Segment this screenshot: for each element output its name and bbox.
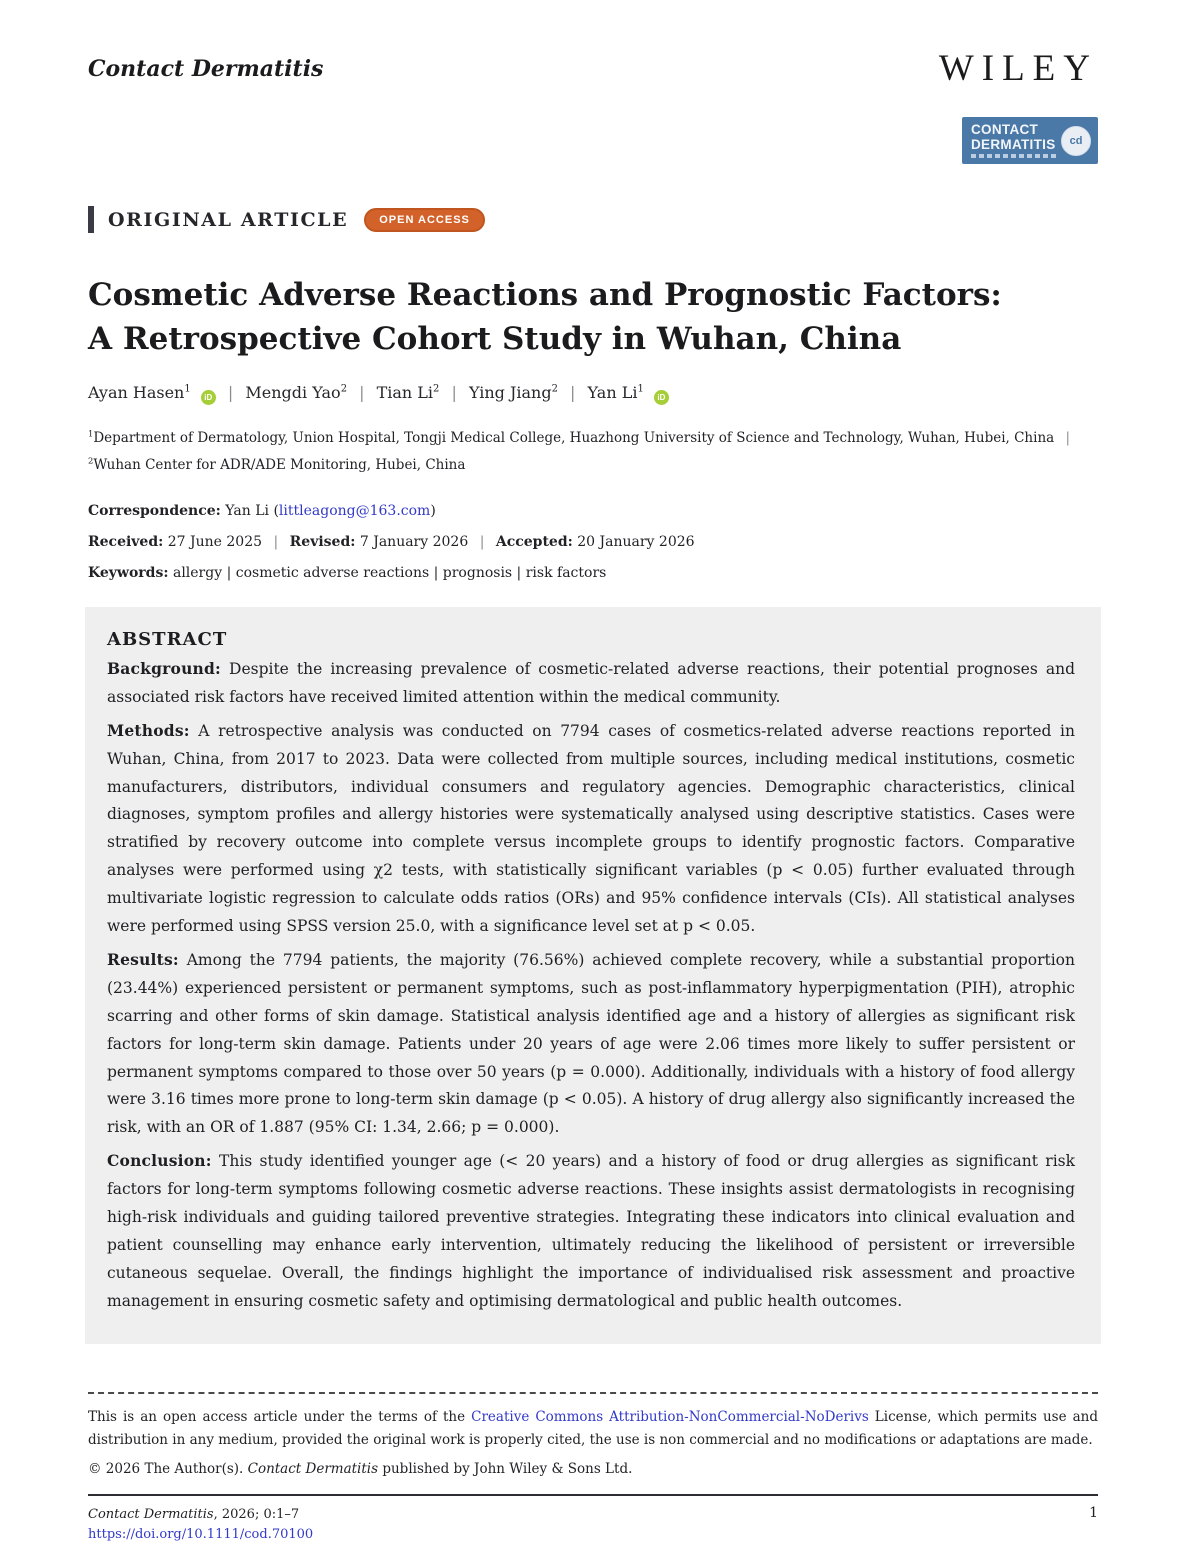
- journal-badge-row: [88, 117, 1098, 164]
- keywords-line: [88, 565, 1098, 581]
- journal-citation: Contact Dermatitis, 2026; 0:1–7 https://doi.org/10.1111/cod.70100: [88, 1505, 313, 1545]
- affiliation-separator: |: [1065, 430, 1071, 447]
- received-date: 27 June 2025: [163, 534, 263, 551]
- journal-badge-subtext: [971, 154, 1057, 158]
- cc-license-link[interactable]: Creative Commons Attribution-NonCommercial-NoDerivs: [471, 1409, 869, 1425]
- article-type-banner: [88, 206, 1098, 233]
- author-separator: |: [570, 383, 576, 403]
- correspondence-email-link[interactable]: littleagong@163.com: [278, 503, 431, 520]
- author: Ying Jiang$^2$: [468, 383, 558, 403]
- open-access-badge[interactable]: OPEN ACCESS: [364, 208, 485, 232]
- keywords-label: Keywords:: [88, 565, 169, 582]
- abstract-results: Results: Among the 7794 patients, the majority (76.56%) achieved complete recovery, while a substantial proportion (23.44%) experienced persistent or permanent symptoms, such as post-inflammatory hyperpigmentation (PIH), atrophic scarring and other forms of skin damage. Statistical analysis identified age and a history of allergies as significant risk factors for long-term skin damage. Patients under 20 years of age were 2.06 times more likely to suffer persistent or permanent symptoms compared to those over 50 years (p = 0.000). Additionally, individuals with a history of food allergy were 3.16 times more prone to long-term skin damage (p < 0.05). A history of drug allergy also significantly increased the risk, with an OR of 1.887 (95% CI: 1.34, 2.66; p = 0.000).: [107, 949, 1075, 1137]
- license-note: This is an open access article under the terms of the Creative Commons Attribution-NonCommercial-NoDerivs License, which permits use and distribution in any medium, provided the original work is properly cited, the use is non commercial and no modifications or adaptations are made.: [88, 1409, 1098, 1448]
- solid-divider: [88, 1494, 1098, 1496]
- author: Yan Li$^1$: [587, 383, 644, 403]
- article-title-line2: A Retrospective Cohort Study in Wuhan, China: [88, 321, 902, 358]
- journal-badge-text-block: [971, 123, 1057, 157]
- section-bar: [88, 206, 94, 233]
- copyright-journal-name: Contact Dermatitis: [247, 1460, 379, 1477]
- author: Mengdi Yao$^2$: [245, 383, 347, 403]
- author-separator: |: [451, 383, 457, 403]
- abstract-methods: Methods: A retrospective analysis was conducted on 7794 cases of cosmetics-related adverse reactions reported in Wuhan, China, from 2017 to 2023. Data were collected from multiple sources, including medical institutions, cosmetic manufacturers, distributors, individual consumers and regulatory agencies. Demographic characteristics, clinical diagnoses, symptom profiles and allergy histories were systematically analysed using descriptive statistics. Cases were stratified by recovery outcome into complete versus incomplete groups to identify prognostic factors. Comparative analyses were performed using χ2 tests, with statistically significant variables (p < 0.05) further evaluated through multivariate logistic regression to calculate odds ratios (ORs) and 95% confidence intervals (CIs). All statistical analyses were performed using SPSS version 25.0, with a significance level set at p < 0.05.: [107, 720, 1075, 936]
- abstract-conclusion: Conclusion: This study identified younger age (< 20 years) and a history of food or drug allergies as significant risk factors for long-term symptoms following cosmetic adverse reactions. These insights assist dermatologists in recognising high-risk individuals and guiding tailored preventive strategies. Integrating these indicators into clinical evaluation and patient counselling may enhance early intervention, ultimately reducing the likelihood of persistent or irreversible cutaneous sequelae. Overall, the findings highlight the importance of individualised risk assessment and proactive management in ensuring cosmetic safety and optimising dermatological and public health outcomes.: [107, 1151, 1075, 1310]
- journal-emblem-icon: cd: [1061, 126, 1091, 156]
- footer-row: [88, 1505, 1098, 1545]
- page-header: [88, 0, 1098, 87]
- affiliations: $^1$Department of Dermatology, Union Hospital, Tongji Medical College, Huazhong University of Science and Technology, Wuhan, Hubei, China | $^2$Wuhan Center for ADR/ADE Monitoring, Hubei, China: [88, 425, 1098, 479]
- footer-block: [88, 1392, 1098, 1545]
- dashed-divider: [88, 1392, 1098, 1394]
- abstract-background: Background: Despite the increasing prevalence of cosmetic-related adverse reactions, their potential prognoses and associated risk factors have received limited attention within the medical community.: [107, 659, 1075, 706]
- wiley-logo: WILEY: [938, 48, 1098, 89]
- author-byline: [88, 383, 1098, 405]
- affiliation-1: Department of Dermatology, Union Hospital, Tongji Medical College, Huazhong University of Science and Technology, Wuhan, Hubei, China: [93, 430, 1055, 447]
- accepted-date: 20 January 2026: [572, 534, 695, 551]
- revised-date: 7 January 2026: [355, 534, 469, 551]
- journal-badge-line1: CONTACT: [971, 122, 1039, 138]
- doi-link[interactable]: https://doi.org/10.1111/cod.70100: [88, 1527, 314, 1543]
- journal-name: Contact Dermatitis: [88, 56, 324, 82]
- author-separator: |: [227, 383, 234, 403]
- keywords-value: allergy | cosmetic adverse reactions | prognosis | risk factors: [168, 565, 607, 582]
- article-title-line1: Cosmetic Adverse Reactions and Prognostic Factors:: [88, 277, 1002, 313]
- page-number: 1: [1089, 1504, 1098, 1521]
- received-label: Received:: [88, 534, 164, 551]
- affiliation-2: Wuhan Center for ADR/ADE Monitoring, Hubei, China: [93, 457, 466, 474]
- author: Ayan Hasen$^1$: [88, 383, 191, 403]
- journal-cover-badge: [962, 117, 1098, 164]
- author-separator: |: [359, 383, 365, 403]
- accepted-label: Accepted:: [495, 534, 573, 551]
- orcid-icon[interactable]: iD: [201, 390, 216, 405]
- author: Tian Li$^2$: [376, 383, 440, 403]
- correspondence-line: Correspondence: Yan Li (littleagong@163.com): [88, 503, 436, 520]
- revised-label: Revised:: [289, 534, 356, 551]
- orcid-icon[interactable]: iD: [654, 390, 669, 405]
- article-title: [88, 273, 1098, 361]
- abstract-heading: ABSTRACT: [107, 629, 228, 651]
- correspondence-label: Correspondence:: [88, 503, 221, 520]
- article-type-label: ORIGINAL ARTICLE: [108, 208, 349, 231]
- journal-badge-line2: DERMATITIS: [971, 136, 1056, 152]
- abstract-box: [85, 607, 1101, 1343]
- copyright-line: © 2026 The Author(s). Contact Dermatitis published by John Wiley & Sons Ltd.: [88, 1460, 633, 1477]
- article-history-line: Received: 27 June 2025 | Revised: 7 January 2026 | Accepted: 20 January 2026: [88, 534, 695, 551]
